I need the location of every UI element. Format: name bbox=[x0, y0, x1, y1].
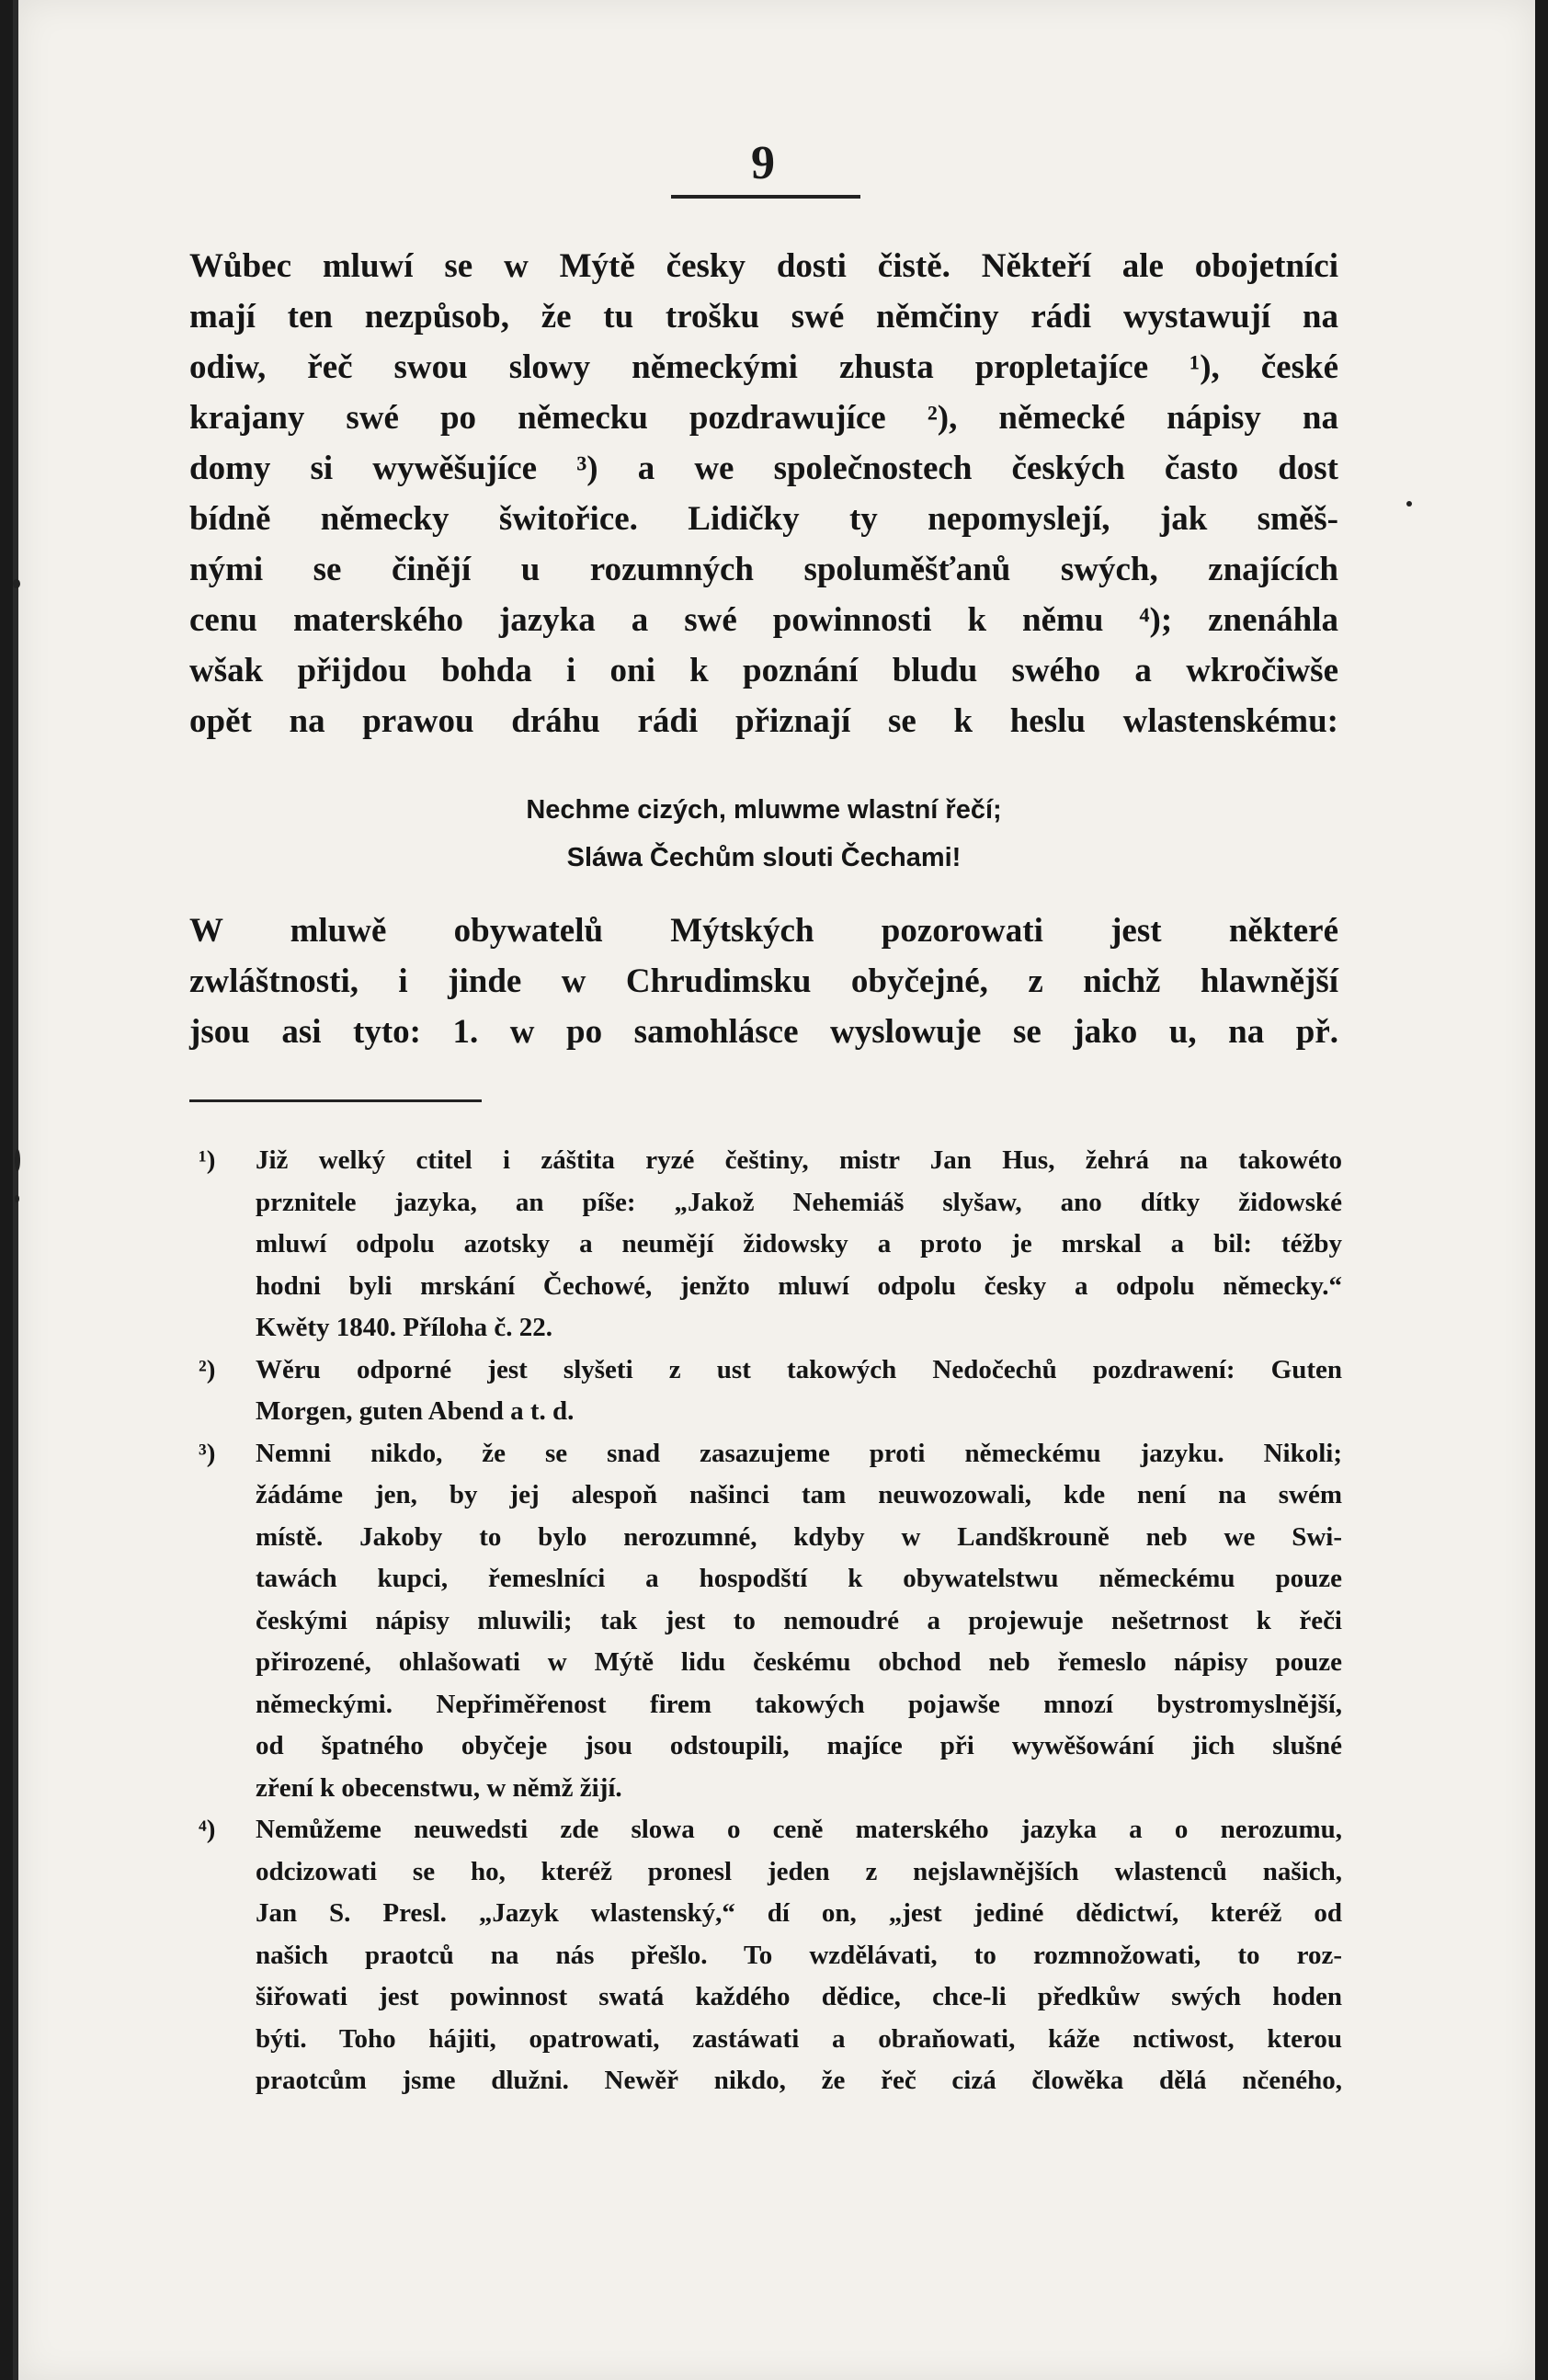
footnote-line: prznitele jazyka, an píše: „Jakož Nehemiáš slyšaw, ano dítky židowské bbox=[256, 1187, 1342, 1217]
footnote-3 bbox=[199, 1433, 1342, 1810]
scan-speck bbox=[15, 1195, 19, 1202]
footnotes bbox=[199, 1140, 1342, 2102]
footnote-separator bbox=[189, 1099, 482, 1102]
footnote-4 bbox=[199, 1809, 1342, 2102]
main-paragraph-2 bbox=[189, 905, 1338, 1057]
scan-speck bbox=[13, 579, 20, 588]
text-line: zwláštnosti, i jinde w Chrudimsku obyčejné, z nichž hlawnější bbox=[189, 962, 1338, 1000]
footnote-mark: ²) bbox=[199, 1354, 216, 1384]
footnote-2 bbox=[199, 1349, 1342, 1433]
footnote-line: od špatného obyčeje jsou odstoupili, majíce při wywěšowání jich slušné bbox=[256, 1731, 1342, 1760]
text-line: bídně německy šwitořice. Lidičky ty nepomyslejí, jak směš- bbox=[189, 500, 1338, 538]
footnote-mark: ¹) bbox=[199, 1145, 216, 1175]
footnote-line: tawách kupci, řemeslníci a hospodští k obywatelstwu německému pouze bbox=[256, 1564, 1342, 1593]
text-line: odiw, řeč swou slowy německými zhusta propletajíce ¹), české bbox=[189, 348, 1338, 386]
verse-line-2: Sláwa Čechům slouti Čechami! bbox=[566, 843, 962, 872]
footnote-line: hodni byli mrskání Čechowé, jenžto mluwí odpolu česky a odpolu německy.“ bbox=[256, 1270, 1342, 1301]
footnote-mark: ³) bbox=[199, 1438, 216, 1468]
footnote-line: Nemůžeme neuwedsti zde slowa o ceně materského jazyka a o nerozumu, bbox=[256, 1815, 1342, 1844]
footnote-line: zření k obecenstwu, w němž žijí. bbox=[256, 1772, 622, 1803]
text-line: mají ten nezpůsob, že tu trošku swé němčiny rádi wystawují na bbox=[189, 298, 1338, 336]
footnote-line: mluwí odpolu azotsky a neumějí židowsky a proto je mrskal a bil: téžby bbox=[256, 1229, 1342, 1258]
text-line: wšak přijdou bohda i oni k poznání bludu swého a wkročiwše bbox=[189, 652, 1338, 689]
page-number-rule bbox=[671, 195, 860, 199]
text-line: Wůbec mluwí se w Mýtě česky dosti čistě. Někteří ale obojetníci bbox=[189, 247, 1338, 285]
footnote-line: Wěru odporné jest slyšeti z ust takowých Nedočechů pozdrawení: Guten bbox=[256, 1354, 1342, 1384]
verse-line-1: Nechme cizých, mluwme wlastní řečí; bbox=[526, 795, 1002, 825]
footnote-line: žádáme jen, by jej alespoň našinci tam neuwozowali, kde není na swém bbox=[256, 1480, 1342, 1509]
text-line: domy si wywěšujíce ³) a we společnostech českých často dost bbox=[189, 450, 1338, 487]
main-paragraph-1 bbox=[189, 241, 1338, 746]
footnote-line: odcizowati se ho, kteréž pronesl jeden z nejslawnějších wlastenců našich, bbox=[256, 1856, 1342, 1886]
text-line: jsou asi tyto: 1. w po samohlásce wyslowuje se jako u, na př. bbox=[189, 1013, 1338, 1051]
footnote-line: českými nápisy mluwili; tak jest to nemoudré a projewuje nešetrnost k řeči bbox=[256, 1605, 1342, 1635]
footnote-line: Kwěty 1840. Příloha č. 22. bbox=[256, 1313, 552, 1342]
footnote-line: Nemni nikdo, že se snad zasazujeme proti německému jazyku. Nikoli; bbox=[256, 1438, 1342, 1468]
footnote-line: Již welký ctitel i záštita ryzé češtiny, mistr Jan Hus, žehrá na takowéto bbox=[256, 1145, 1342, 1175]
scan-speck bbox=[15, 1149, 20, 1171]
text-line: W mluwě obywatelů Mýtských pozorowati jest některé bbox=[189, 912, 1338, 950]
text-line: opět na prawou dráhu rádi přiznají se k heslu wlastenskému: bbox=[189, 702, 1338, 740]
footnote-line: německými. Nepřiměřenost firem takowých pojawše mnozí bystromyslnější, bbox=[256, 1689, 1342, 1719]
footnote-line: našich praotců na nás přešlo. To wzdělávati, to rozmnožowati, to roz- bbox=[256, 1940, 1342, 1970]
footnote-line: Morgen, guten Abend a t. d. bbox=[256, 1396, 575, 1426]
page-number: 9 bbox=[751, 137, 775, 189]
book-page bbox=[18, 0, 1535, 2380]
footnote-line: býti. Toho hájiti, opatrowati, zastáwati a obraňowati, káže nctiwost, kterou bbox=[256, 2023, 1342, 2054]
footnote-1 bbox=[199, 1140, 1342, 1349]
scan-speck bbox=[1406, 501, 1412, 507]
text-line: krajany swé po německu pozdrawujíce ²), německé nápisy na bbox=[189, 399, 1338, 437]
footnote-line: místě. Jakoby to bylo nerozumné, kdyby w Landškrouně neb we Swi- bbox=[256, 1521, 1342, 1552]
footnote-line: přirozené, ohlašowati w Mýtě lidu českému obchod neb řemeslo nápisy pouze bbox=[256, 1647, 1342, 1677]
footnote-line: šiřowati jest powinnost swatá každého dědice, chce-li předkůw swých hoden bbox=[256, 1982, 1342, 2011]
text-line: cenu materského jazyka a swé powinnosti k němu ⁴); znenáhla bbox=[189, 601, 1338, 639]
text-line: nými se činějí u rozumných spoluměšťanů swých, znajících bbox=[189, 551, 1338, 588]
footnote-mark: ⁴) bbox=[199, 1815, 216, 1844]
footnote-line: Jan S. Presl. „Jazyk wlastenský,“ dí on, „jest jediné dědictwí, kteréž od bbox=[256, 1898, 1342, 1928]
footnote-line: praotcům jsme dlužni. Newěř nikdo, že řeč cizá člowěka dělá nčeného, bbox=[256, 2066, 1342, 2095]
